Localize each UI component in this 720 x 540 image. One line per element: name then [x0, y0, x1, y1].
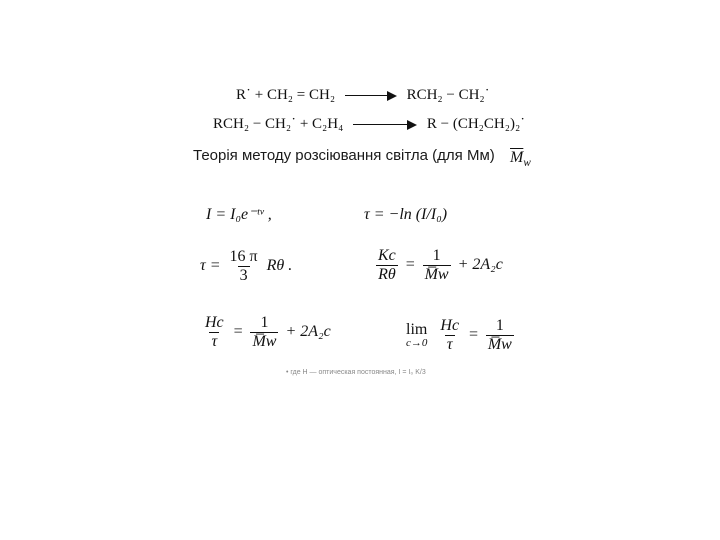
- f6-fraction-right: [486, 318, 514, 353]
- f5-num2: 1: [260, 314, 269, 331]
- reaction-2-right: R − (CH₂CH₂)₂˙: [426, 116, 526, 132]
- f6-eq: =: [468, 326, 479, 344]
- f5-num: Hc: [205, 314, 224, 331]
- f5-den: τ: [211, 333, 218, 350]
- f3-den: 3: [239, 267, 248, 284]
- f6-num2: 1: [495, 317, 504, 334]
- formula-turbidity-log-text: τ = −ln (I/I₀): [364, 206, 448, 223]
- reaction-1: [236, 88, 490, 103]
- f4-num2: 1: [432, 247, 441, 264]
- reaction-1-right: RCH₂ − CH₂˙: [406, 87, 490, 103]
- f6-lim-sub: c→0: [406, 337, 428, 349]
- f5-eq: =: [232, 323, 244, 341]
- f6-num: Hc: [440, 317, 460, 334]
- title-symbol-m: $\overline{M}$: [510, 149, 524, 166]
- footnote: [286, 369, 426, 376]
- f6-den: τ: [446, 336, 453, 353]
- f5-fraction-left: [203, 315, 226, 350]
- formula-debye-turbidity: [200, 315, 331, 350]
- formula-limit: [403, 318, 517, 353]
- formula-intensity: [206, 207, 272, 223]
- reaction-1-left: R˙ + CH₂ = CH₂: [236, 87, 336, 103]
- footnote-text: • где H — оптическая постоянная, I = I₀ K/3: [286, 369, 426, 376]
- f5-den2: M̅w: [252, 333, 277, 350]
- reaction-arrow: [345, 91, 397, 101]
- f4-den: Rθ: [378, 266, 396, 283]
- f4-rhs: + 2A₂c: [457, 256, 503, 274]
- f6-lim: lim: [406, 321, 428, 338]
- f4-fraction-right: [423, 248, 451, 283]
- f4-num: Kc: [378, 247, 396, 264]
- reaction-2: [213, 117, 525, 132]
- page-title: [193, 148, 495, 163]
- title-text: Теорія методу розсіювання світла (для Мм): [193, 147, 495, 164]
- f3-lhs: τ =: [200, 257, 221, 275]
- reaction-arrow: [353, 120, 417, 130]
- f3-fraction: [228, 249, 260, 284]
- formula-debye-rayleigh: [373, 248, 503, 283]
- f4-den2: M̅w: [424, 266, 449, 283]
- formula-turbidity-rayleigh: [200, 249, 292, 284]
- title-symbol-sub: w: [523, 157, 531, 170]
- f5-fraction-right: [250, 315, 278, 350]
- f3-num: 16 π: [229, 248, 258, 265]
- reaction-2-left: RCH₂ − CH₂˙ + C₂H₄: [213, 116, 344, 132]
- f4-eq: =: [404, 256, 416, 274]
- f6-den2: M̅w: [487, 336, 512, 353]
- formula-intensity-text: I = I₀e⁻ᵗᵛ ,: [206, 206, 272, 223]
- f5-rhs: + 2A₂c: [285, 323, 331, 341]
- f6-fraction-left: [438, 318, 461, 353]
- f3-rhs: Rθ .: [266, 257, 293, 275]
- f4-fraction-left: [376, 248, 398, 283]
- f6-lim-block: [406, 322, 427, 349]
- title-symbol: [510, 150, 531, 169]
- formula-turbidity-log: [364, 207, 447, 223]
